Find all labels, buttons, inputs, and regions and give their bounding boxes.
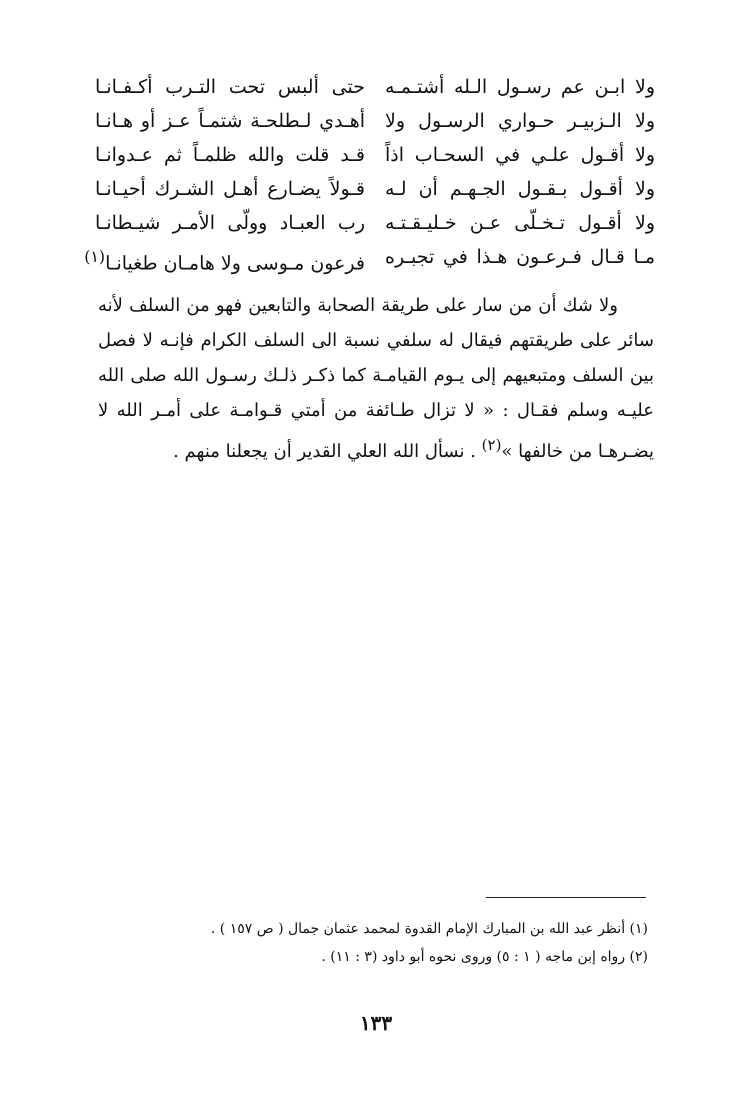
poem-verse-3 — [95, 138, 655, 172]
paragraph-closing: . نسأل الله العلي القدير أن يجعلنا منهم . — [173, 441, 482, 462]
verse-first-hemistich: ولا ابـن عم رسـول الـله أشتـمـه — [385, 76, 655, 98]
verse-first-hemistich: مـا قـال فـرعـون هـذا في تجبـره — [385, 246, 655, 268]
poem-verse-4 — [95, 172, 655, 206]
poem — [84, 70, 655, 275]
verse-second-hemistich: رب العبـاد وولّى الأمـر شيـطانـا — [95, 212, 365, 234]
footnote-ref-2: (٢) — [481, 436, 502, 454]
verse-second-hemistich: أهـدي لـطلحـة شتمـاً عـز أو هـانـا — [95, 110, 365, 132]
verse-second-hemistich: قـد قلت والله ظلمـاً ثم عـدوانـا — [95, 144, 365, 166]
verse-text: فرعون مـوسى ولا هامـان طغيانـا — [105, 252, 365, 275]
verse-first-hemistich: ولا الـزبيـر حـواري الرسـول ولا — [385, 110, 655, 132]
footnote-2: (٢) رواه إبن ماجه ( ١ : ٥) وروى نحوه أبو داود (٣ : ١١) . — [321, 949, 648, 965]
poem-verse-2 — [95, 104, 655, 138]
poem-verse-1 — [95, 70, 655, 104]
footnote-ref-1: (١) — [84, 247, 106, 266]
verse-second-hemistich: حتى ألبس تحت التـرب أكـفـانـا — [95, 76, 365, 98]
verse-second-hemistich: قـولاً يضـارع أهـل الشـرك أحيـانـا — [95, 178, 365, 200]
verse-first-hemistich: ولا أقـول بـقـول الجـهـم أن لـه — [385, 178, 655, 200]
footnote-divider — [486, 897, 646, 898]
footnote-1: (١) أنظر عبد الله بن المبارك الإمام القدوة لمحمد عثمان جمال ( ص ١٥٧ ) . — [210, 921, 648, 937]
body-paragraph — [98, 288, 654, 469]
footnotes — [150, 915, 648, 971]
verse-second-hemistich — [84, 240, 365, 275]
verse-first-hemistich: ولا أقـول علـي في السحـاب اذاً — [385, 144, 655, 166]
poem-verse-5 — [95, 206, 655, 240]
verse-first-hemistich: ولا أقـول تـخـلّى عـن خـليـقـتـه — [385, 212, 655, 234]
poem-verse-6 — [84, 240, 655, 275]
paragraph-text: ولا شك أن من سار على طريقة الصحابة والتابعين فهو من السلف لأنه سائر على طريقتهم فيقال له سلفي نسبة الى السلف الكرام فإنـه لا فصل بين السلف ومتبعيهم إلى يـوم القيامـة كما ذكـر ذلـك رسـول الله صلى الله عليـه وسلم فقـال : « لا تزال طـائفة من أمتي قـوامـة على أمـر الله لا يضـرهـا من خالفها » — [98, 295, 654, 462]
page-number: ١٣٣ — [359, 1011, 393, 1035]
